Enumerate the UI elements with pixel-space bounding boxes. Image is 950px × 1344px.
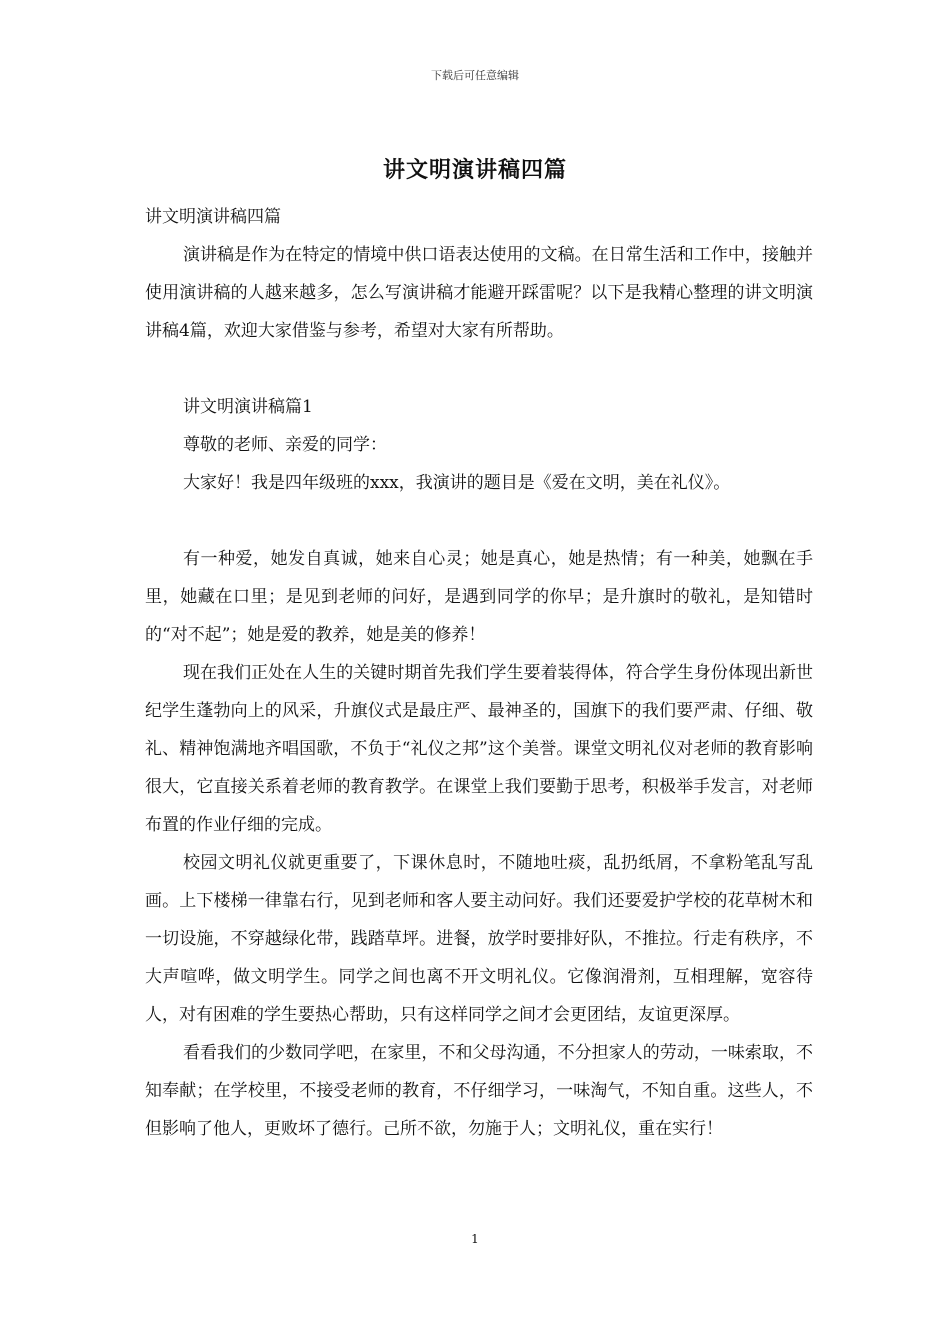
greeting: 大家好！我是四年级班的xxx，我演讲的题目是《爱在文明，美在礼仪》。 bbox=[183, 473, 731, 493]
spacer bbox=[145, 350, 813, 388]
subtitle: 讲文明演讲稿四篇 bbox=[145, 207, 281, 227]
paragraph: 校园文明礼仪就更重要了，下课休息时，不随地吐痰，乱扔纸屑，不拿粉笔乱写乱画。上下楼梯一律靠右行，见到老师和客人要主动问好。我们还要爱护学校的花草树木和一切设施，不穿越绿化带，践踏草坪。进餐，放学时要排好队，不推拉。行走有秩序，不大声喧哗，做文明学生。同学之间也离不开文明礼仪。它像润滑剂，互相理解，宽容待人，对有困难的学生要热心帮助，只有这样同学之间才会更团结，友谊更深厚。 bbox=[145, 853, 813, 1025]
paragraph: 看看我们的少数同学吧，在家里，不和父母沟通，不分担家人的劳动，一味索取，不知奉献；在学校里，不接受老师的教育，不仔细学习，一味淘气，不知自重。这些人，不但影响了他人，更败坏了德行。己所不欲，勿施于人；文明礼仪，重在实行！ bbox=[145, 1043, 813, 1139]
page-number: 1 bbox=[471, 1232, 479, 1246]
paragraph: 有一种爱，她发自真诚，她来自心灵；她是真心，她是热情；有一种美，她飘在手里，她藏在口里；是见到老师的问好，是遇到同学的你早；是升旗时的敬礼，是知错时的“对不起”；她是爱的教养，她是美的修养！ bbox=[145, 549, 813, 645]
section-heading: 讲文明演讲稿篇1 bbox=[183, 397, 313, 417]
intro-paragraph: 演讲稿是作为在特定的情境中供口语表达使用的文稿。在日常生活和工作中，接触并使用演讲稿的人越来越多，怎么写演讲稿才能避开踩雷呢？以下是我精心整理的讲文明演讲稿4篇，欢迎大家借鉴与参考，希望对大家有所帮助。 bbox=[145, 245, 813, 341]
salutation: 尊敬的老师、亲爱的同学： bbox=[183, 435, 387, 455]
spacer bbox=[145, 502, 813, 540]
document-title: 讲文明演讲稿四篇 bbox=[382, 157, 567, 183]
paragraph: 现在我们正处在人生的关键时期首先我们学生要着装得体，符合学生身份体现出新世纪学生蓬勃向上的风采，升旗仪式是最庄严、最神圣的，国旗下的我们要严肃、仔细、敬礼、精神饱满地齐唱国歌，不负于“礼仪之邦”这个美誉。课堂文明礼仪对老师的教育影响很大，它直接关系着老师的教育教学。在课堂上我们要勤于思考，积极举手发言，对老师布置的作业仔细的完成。 bbox=[145, 663, 813, 835]
header-note: 下载后可任意编辑 bbox=[431, 69, 519, 82]
document-body bbox=[145, 198, 813, 1148]
